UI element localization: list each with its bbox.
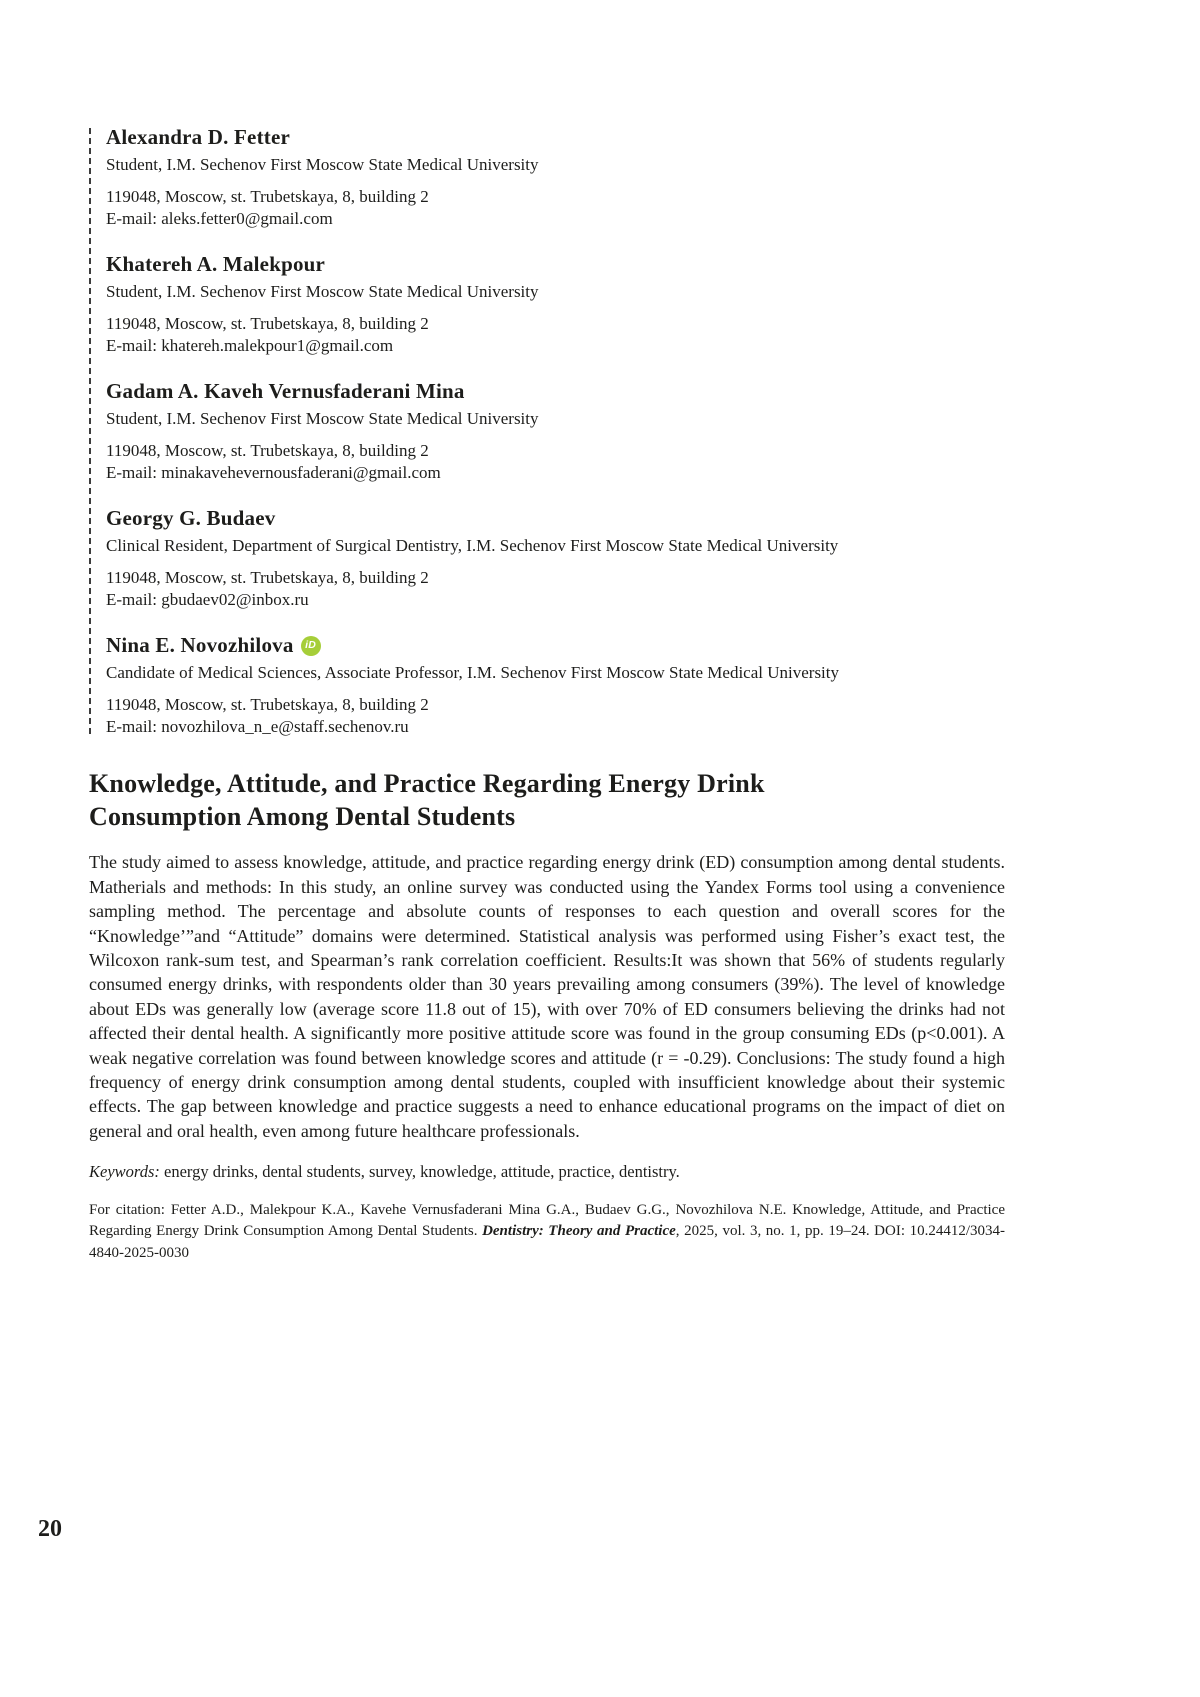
author-role: Student, I.M. Sechenov First Moscow State Medical University (106, 409, 539, 428)
citation-line (89, 1200, 1005, 1265)
author-name (106, 251, 1005, 278)
author-email: E-mail: minakavehevernousfaderani@gmail.com (106, 462, 441, 482)
author-name (106, 505, 1005, 532)
author-name-text: Alexandra D. Fetter (106, 125, 290, 149)
author-address: 119048, Moscow, st. Trubetskaya, 8, building 2 (106, 695, 429, 714)
author-address: 119048, Moscow, st. Trubetskaya, 8, building 2 (106, 441, 429, 460)
author-contact (106, 694, 1005, 737)
author-address: 119048, Moscow, st. Trubetskaya, 8, building 2 (106, 568, 429, 587)
author-block (106, 505, 1005, 610)
author-role: Student, I.M. Sechenov First Moscow State Medical University (106, 155, 539, 174)
keywords-line (89, 1161, 1005, 1183)
author-role: Candidate of Medical Sciences, Associate Professor, I.M. Sechenov First Moscow State Medical University (106, 663, 840, 682)
author-role: Student, I.M. Sechenov First Moscow State Medical University (106, 282, 539, 301)
author-block (106, 378, 1005, 483)
page-number: 20 (38, 1516, 62, 1542)
author-name-text: Khatereh A. Malekpour (106, 252, 326, 276)
author-name-text: Georgy G. Budaev (106, 506, 276, 530)
keywords-label: Keywords: (89, 1162, 160, 1182)
citation-journal-name: Dentistry: Theory and Practice (482, 1223, 676, 1240)
author-block (106, 251, 1005, 356)
author-role: Clinical Resident, Department of Surgical Dentistry, I.M. Sechenov First Moscow State Medical University (106, 536, 839, 555)
citation-text-before-journal: For citation: Fetter A.D., Malekpour K.A., Kavehe Vernusfaderani Mina G.A., Budaev G.G., Novozhilova N.E. Knowledge, Attitude, and Practice Regarding Energy Drink Consumption Among Dental Students. (89, 1201, 1005, 1240)
keywords-text: energy drinks, dental students, survey, knowledge, attitude, practice, dentistry. (159, 1162, 680, 1182)
authors-section (89, 124, 1005, 737)
author-contact (106, 313, 1005, 356)
author-contact (106, 186, 1005, 229)
article-title-line2: Consumption Among Dental Students (89, 802, 516, 831)
author-address: 119048, Moscow, st. Trubetskaya, 8, building 2 (106, 314, 429, 333)
authors-dashed-rule (89, 128, 91, 735)
author-name-text: Gadam A. Kaveh Vernusfaderani Mina (106, 379, 465, 403)
author-email: E-mail: gbudaev02@inbox.ru (106, 589, 309, 609)
author-contact (106, 567, 1005, 610)
author-contact (106, 440, 1005, 483)
author-block (106, 124, 1005, 229)
author-name (106, 632, 1005, 659)
article-title-line1: Knowledge, Attitude, and Practice Regarding Energy Drink (89, 769, 765, 798)
author-email: E-mail: aleks.fetter0@gmail.com (106, 208, 333, 228)
abstract-text: The study aimed to assess knowledge, attitude, and practice regarding energy drink (ED) consumption among dental students. Matherials and methods: In this study, an online survey was conducted using the Yandex Forms tool using a convenience sampling method. The percentage and absolute counts of responses to each question and overall scores for the “Knowledge’”and “Attitude” domains were determined. Statistical analysis was performed using Fisher’s exact test, the Wilcoxon rank-sum test, and Spearman’s rank correlation coefficient. Results:It was shown that 56% of students regularly consumed energy drinks, with respondents older than 30 years prevailing among consumers (39%). The level of knowledge about EDs was generally low (average score 11.8 out of 15), with over 70% of ED consumers believing the drinks had not affected their dental health. A significantly more positive attitude score was found in the group consuming EDs (p<0.001). A weak negative correlation was found between knowledge scores and attitude (r = -0.29). Conclusions: The study found a high frequency of energy drink consumption among dental students, coupled with insufficient knowledge about their systemic effects. The gap between knowledge and practice suggests a need to enhance educational programs on the impact of diet on general and oral health, even among future healthcare professionals. (89, 852, 1005, 1141)
page-content (89, 124, 1005, 1279)
article-title (89, 767, 1005, 833)
author-block (106, 632, 1005, 737)
author-name (106, 378, 1005, 405)
author-email: E-mail: novozhilova_n_e@staff.sechenov.ru (106, 716, 409, 736)
orcid-id-icon[interactable]: iD (301, 636, 321, 656)
author-name (106, 124, 1005, 151)
author-address: 119048, Moscow, st. Trubetskaya, 8, building 2 (106, 187, 429, 206)
author-email: E-mail: khatereh.malekpour1@gmail.com (106, 335, 394, 355)
author-name-text: Nina E. Novozhilova (106, 633, 294, 657)
citation-text-after-journal: , 2025, vol. 3, no. 1, pp. 19–24. DOI: 10.24412/3034-4840-2025-0030 (89, 1223, 1005, 1261)
